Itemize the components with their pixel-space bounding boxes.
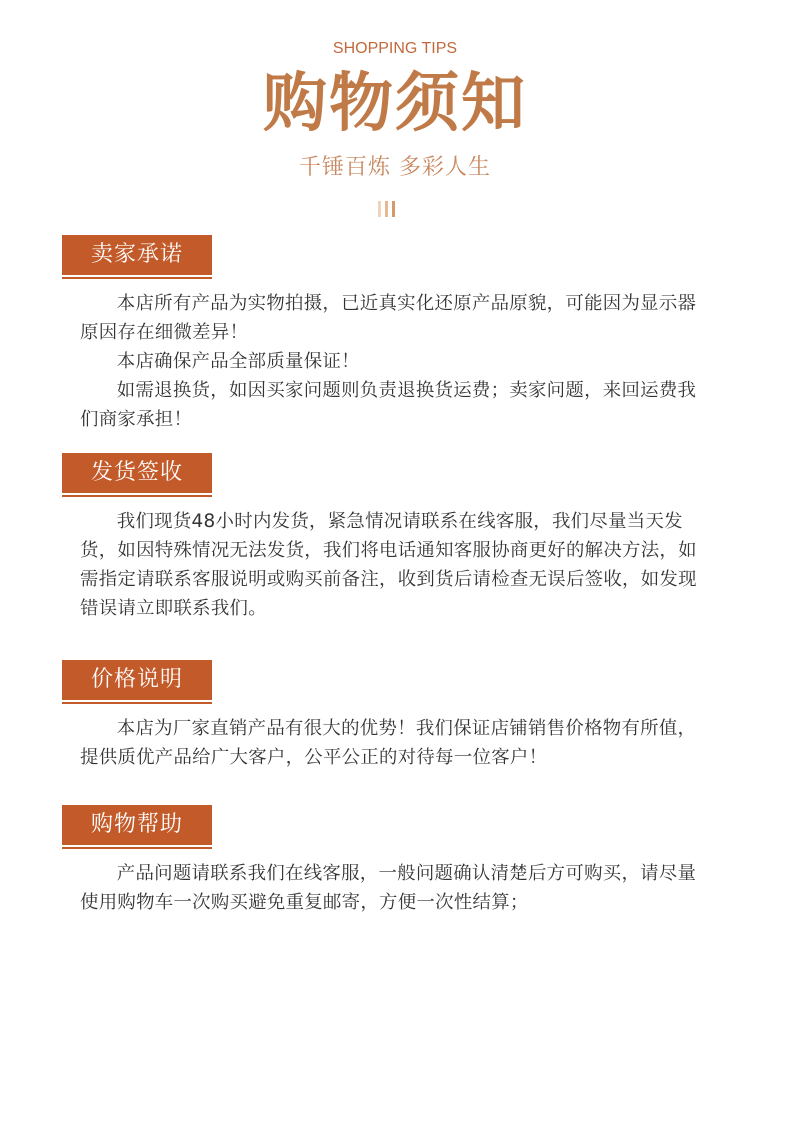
divider-bar <box>378 201 381 217</box>
paragraph: 本店所有产品为实物拍摄，已近真实化还原产品原貌，可能因为显示器原因存在细微差异！ <box>80 293 697 343</box>
paragraph: 本店确保产品全部质量保证！ <box>116 351 360 372</box>
paragraph: 如需退换货，如因买家问题则负责退换货运费；卖家问题，来回运费我们商家承担！ <box>80 380 697 430</box>
section-title: 卖家承诺 <box>62 235 212 275</box>
section-shopping-help <box>62 805 702 917</box>
section-title: 购物帮助 <box>62 805 212 845</box>
page-header <box>0 0 790 230</box>
paragraph: 我们现货48小时内发货，紧急情况请联系在线客服，我们尽量当天发货，如因特殊情况无法发货，我们将电话通知客服协商更好的解决方法，如需指定请联系客服说明或购买前备注，收到货后请检查无误后签收，如发现错误请立即联系我们。 <box>80 511 697 619</box>
section-pricing <box>62 660 702 772</box>
section-body <box>80 507 700 623</box>
header-english-title: SHOPPING TIPS <box>332 40 458 57</box>
section-title: 发货签收 <box>62 453 212 493</box>
header-subtitle: 千锤百炼 多彩人生 <box>299 155 491 180</box>
paragraph: 产品问题请联系我们在线客服，一般问题确认清楚后方可购买，请尽量使用购物车一次购买避免重复邮寄，方便一次性结算； <box>80 863 697 913</box>
section-body <box>80 289 700 434</box>
paragraph: 本店为厂家直销产品有很大的优势！我们保证店铺销售价格物有所值，提供质优产品给广大客户，公平公正的对待每一位客户！ <box>80 718 697 768</box>
divider-bar <box>385 201 388 217</box>
section-body <box>80 859 700 917</box>
section-seller-promise <box>62 235 702 434</box>
divider-bar <box>392 201 395 217</box>
decorative-divider <box>378 201 408 217</box>
page-title: 购物须知 <box>263 67 527 141</box>
section-shipping <box>62 453 702 623</box>
section-body <box>80 714 700 772</box>
section-title: 价格说明 <box>62 660 212 700</box>
